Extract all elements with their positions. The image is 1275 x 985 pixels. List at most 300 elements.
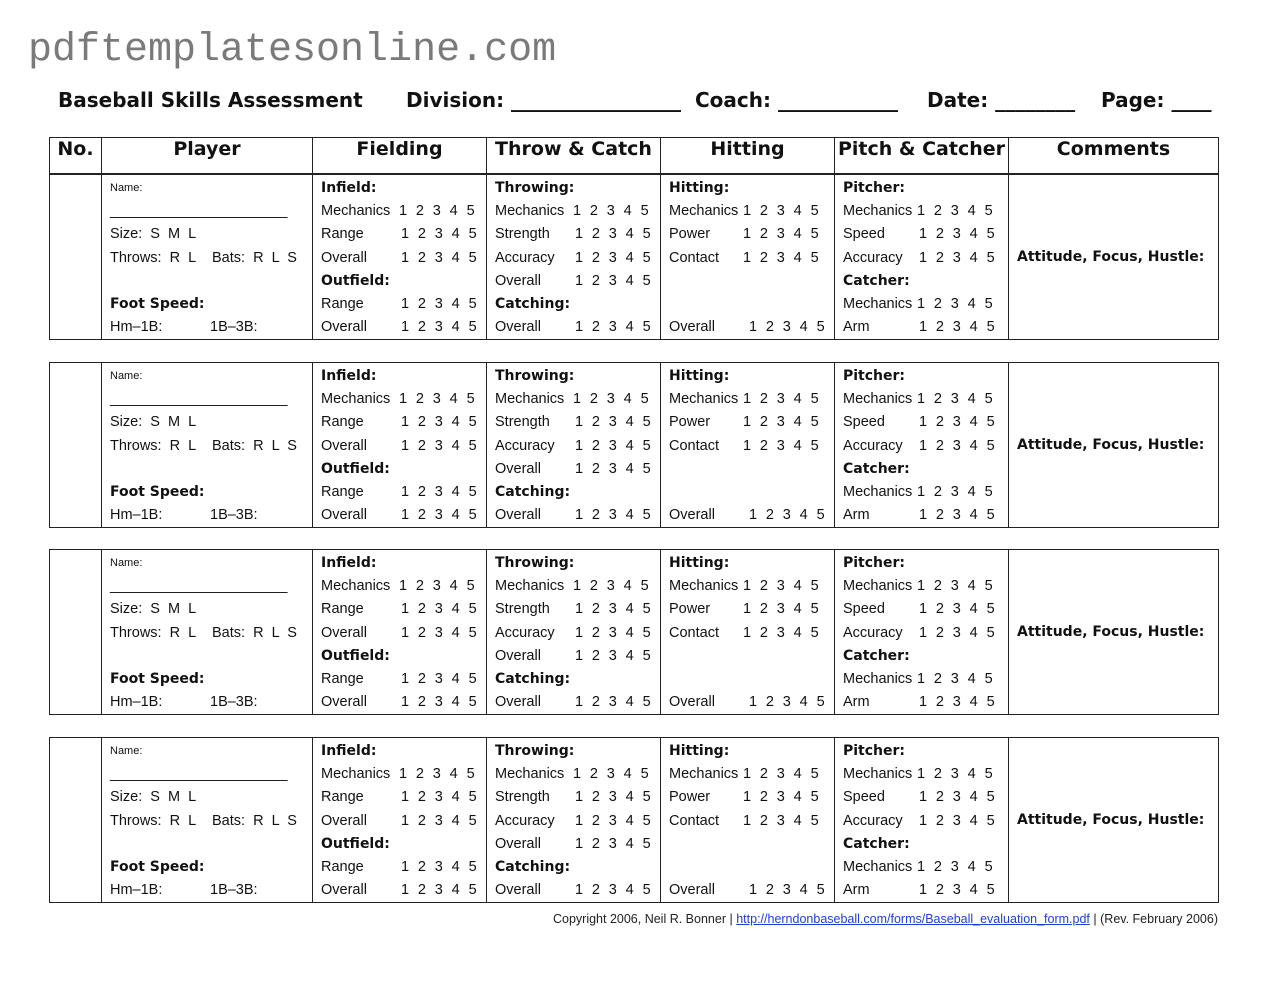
rating-label: Mechanics: [321, 203, 391, 220]
spacer-line: [110, 270, 312, 293]
rating-row: [321, 316, 486, 339]
catcher-label: Catcher:: [843, 835, 910, 852]
throws-label[interactable]: Throws: R L: [110, 812, 197, 829]
rating-row: [321, 668, 486, 691]
rating-row: [843, 856, 1008, 879]
rating-label: Contact: [669, 812, 719, 829]
rating-label: Arm: [843, 694, 870, 711]
rating-label: Mechanics: [843, 670, 913, 687]
rating-row: [321, 504, 486, 527]
rating-scale[interactable]: 1 2 3 4 5: [743, 437, 822, 454]
rating-scale[interactable]: 1 2 3 4 5: [575, 414, 654, 431]
rating-scale[interactable]: 1 2 3 4 5: [919, 882, 998, 899]
bats-label[interactable]: Bats: R L S: [212, 624, 297, 641]
throwing-label: Throwing:: [495, 555, 575, 571]
comments-cell[interactable]: [1009, 363, 1219, 528]
1b-3b-label[interactable]: 1B–3B:: [210, 319, 258, 336]
bats-label[interactable]: Bats: R L S: [212, 437, 297, 454]
hitting-cell: [661, 738, 835, 903]
copyright-text: Copyright 2006, Neil R. Bonner: [552, 912, 726, 926]
throws-bats-line: [110, 247, 312, 270]
spacer-line: [669, 833, 834, 856]
rating-scale[interactable]: 1 2 3 4 5: [743, 578, 822, 595]
catcher-label: Catcher:: [843, 647, 910, 664]
rating-label: Speed: [843, 601, 885, 618]
comments-label: Attitude, Focus, Hustle:: [1017, 249, 1205, 266]
throwing-label: Throwing:: [495, 180, 575, 196]
rating-row: [495, 316, 660, 339]
foot-speed-times: [110, 691, 312, 714]
rating-scale[interactable]: 1 2 3 4 5: [917, 391, 996, 408]
hm-1b-label[interactable]: Hm–1B:: [110, 694, 163, 711]
rating-label: Mechanics: [843, 391, 913, 408]
spacer-line: [110, 645, 312, 668]
rating-row: [321, 598, 486, 621]
player-number-cell[interactable]: [50, 363, 102, 528]
spacer-line: [669, 481, 834, 504]
rating-label: Strength: [495, 226, 550, 243]
rating-scale[interactable]: 1 2 3 4 5: [743, 601, 822, 618]
throwing-label: Throwing:: [495, 368, 575, 384]
rating-row: [321, 200, 486, 223]
player-number-cell[interactable]: [50, 738, 102, 903]
outfield-label: Outfield:: [321, 460, 390, 477]
rating-scale[interactable]: 1 2 3 4 5: [919, 789, 998, 806]
spacer-line: [669, 645, 834, 668]
rating-scale[interactable]: 1 2 3 4 5: [401, 624, 480, 641]
name-label: Name:: [110, 182, 143, 194]
infield-label: Infield:: [321, 555, 377, 571]
rating-row: [321, 810, 486, 833]
player-cell: [102, 738, 313, 903]
rating-label: Overall: [321, 507, 367, 524]
rating-row: [843, 691, 1008, 714]
col-hitting: Hitting: [661, 138, 835, 174]
rating-scale[interactable]: 1 2 3 4 5: [575, 882, 654, 899]
player-block: [49, 362, 1219, 528]
rating-row: [321, 293, 486, 316]
rating-label: Overall: [495, 460, 541, 477]
rating-label: Overall: [495, 319, 541, 336]
rating-label: Range: [321, 858, 364, 875]
footer-separator: |: [729, 912, 733, 926]
rating-scale[interactable]: 1 2 3 4 5: [399, 391, 478, 408]
rating-row: [843, 293, 1008, 316]
rating-row: [669, 316, 834, 339]
rating-scale[interactable]: 1 2 3 4 5: [401, 249, 480, 266]
rating-label: Contact: [669, 624, 719, 641]
rating-row: [321, 481, 486, 504]
rating-scale[interactable]: 1 2 3 4 5: [399, 578, 478, 595]
rating-label: Power: [669, 414, 711, 431]
hm-1b-label[interactable]: Hm–1B:: [110, 507, 163, 524]
revision-text: (Rev. February 2006): [1100, 912, 1218, 926]
rating-scale[interactable]: 1 2 3 4 5: [743, 391, 822, 408]
spacer-line: [110, 458, 312, 481]
rating-row: [495, 458, 660, 481]
rating-scale[interactable]: 1 2 3 4 5: [575, 694, 654, 711]
rating-label: Overall: [321, 882, 367, 899]
rating-scale[interactable]: 1 2 3 4 5: [575, 249, 654, 266]
name-line[interactable]: ______________________: [110, 578, 288, 595]
rating-label: Power: [669, 601, 711, 618]
hitting-label: Hitting:: [669, 180, 730, 196]
rating-scale[interactable]: 1 2 3 4 5: [919, 694, 998, 711]
rating-label: Mechanics: [843, 858, 913, 875]
player-block: [49, 737, 1219, 903]
rating-label: Range: [321, 483, 364, 500]
rating-label: Overall: [669, 882, 715, 899]
rating-label: Mechanics: [843, 295, 913, 312]
name-line[interactable]: ______________________: [110, 766, 288, 783]
col-throw-catch: Throw & Catch: [487, 138, 661, 174]
rating-row: [495, 388, 660, 411]
comments-cell[interactable]: [1009, 738, 1219, 903]
throws-bats-line: [110, 435, 312, 458]
rating-row: [321, 691, 486, 714]
rating-scale[interactable]: 1 2 3 4 5: [919, 249, 998, 266]
throws-label[interactable]: Throws: R L: [110, 249, 197, 266]
rating-scale[interactable]: 1 2 3 4 5: [401, 437, 480, 454]
rating-row: [843, 435, 1008, 458]
rating-row: [495, 223, 660, 246]
rating-label: Range: [321, 601, 364, 618]
foot-speed-label: Foot Speed:: [110, 483, 205, 500]
player-cell: [102, 550, 313, 715]
comments-label: Attitude, Focus, Hustle:: [1017, 812, 1205, 829]
throw-catch-cell: [487, 550, 661, 715]
rating-scale[interactable]: 1 2 3 4 5: [743, 249, 822, 266]
rating-row: [321, 247, 486, 270]
rating-scale[interactable]: 1 2 3 4 5: [919, 414, 998, 431]
rating-label: Range: [321, 226, 364, 243]
rating-label: Overall: [495, 882, 541, 899]
bats-label[interactable]: Bats: R L S: [212, 249, 297, 266]
rating-row: [843, 223, 1008, 246]
rating-scale[interactable]: 1 2 3 4 5: [575, 647, 654, 664]
rating-label: Power: [669, 789, 711, 806]
rating-row: [843, 810, 1008, 833]
rating-row: [669, 622, 834, 645]
rating-label: Mechanics: [495, 203, 565, 220]
col-fielding: Fielding: [313, 138, 487, 174]
rating-scale[interactable]: 1 2 3 4 5: [919, 601, 998, 618]
rating-label: Accuracy: [495, 812, 555, 829]
rating-row: [495, 247, 660, 270]
rating-scale[interactable]: 1 2 3 4 5: [749, 507, 828, 524]
rating-row: [843, 763, 1008, 786]
name-label: Name:: [110, 557, 143, 569]
fielding-cell: [313, 550, 487, 715]
rating-row: [843, 504, 1008, 527]
rating-scale[interactable]: 1 2 3 4 5: [575, 272, 654, 289]
rating-scale[interactable]: 1 2 3 4 5: [401, 670, 480, 687]
rating-label: Overall: [495, 835, 541, 852]
rating-scale[interactable]: 1 2 3 4 5: [917, 483, 996, 500]
rating-scale[interactable]: 1 2 3 4 5: [917, 295, 996, 312]
rating-row: [321, 575, 486, 598]
rating-label: Mechanics: [495, 391, 565, 408]
rating-scale[interactable]: 1 2 3 4 5: [573, 203, 652, 220]
rating-scale[interactable]: 1 2 3 4 5: [575, 601, 654, 618]
size-line[interactable]: Size: S M L: [110, 226, 197, 243]
rating-label: Accuracy: [843, 624, 903, 641]
rating-label: Mechanics: [843, 203, 913, 220]
player-cell: [102, 175, 313, 340]
rating-label: Arm: [843, 507, 870, 524]
fielding-cell: [313, 738, 487, 903]
rating-scale[interactable]: 1 2 3 4 5: [573, 391, 652, 408]
rating-scale[interactable]: 1 2 3 4 5: [401, 507, 480, 524]
rating-label: Mechanics: [495, 766, 565, 783]
spacer-line: [669, 668, 834, 691]
rating-label: Overall: [495, 272, 541, 289]
col-comments: Comments: [1009, 138, 1219, 174]
rating-scale[interactable]: 1 2 3 4 5: [743, 226, 822, 243]
player-block: [49, 549, 1219, 715]
rating-label: Mechanics: [321, 766, 391, 783]
comments-cell[interactable]: [1009, 550, 1219, 715]
comments-cell[interactable]: [1009, 175, 1219, 340]
rating-scale[interactable]: 1 2 3 4 5: [401, 295, 480, 312]
rating-row: [843, 668, 1008, 691]
rating-scale[interactable]: 1 2 3 4 5: [919, 507, 998, 524]
throws-label[interactable]: Throws: R L: [110, 437, 197, 454]
rating-scale[interactable]: 1 2 3 4 5: [399, 203, 478, 220]
rating-scale[interactable]: 1 2 3 4 5: [575, 789, 654, 806]
rating-scale[interactable]: 1 2 3 4 5: [919, 624, 998, 641]
rating-row: [321, 879, 486, 902]
rating-scale[interactable]: 1 2 3 4 5: [575, 835, 654, 852]
rating-label: Accuracy: [495, 249, 555, 266]
rating-label: Mechanics: [669, 766, 739, 783]
catcher-label: Catcher:: [843, 272, 910, 289]
rating-label: Range: [321, 295, 364, 312]
rating-row: [843, 786, 1008, 809]
rating-row: [669, 388, 834, 411]
rating-scale[interactable]: 1 2 3 4 5: [749, 319, 828, 336]
player-block: [49, 174, 1219, 340]
rating-label: Mechanics: [669, 203, 739, 220]
rating-label: Overall: [321, 694, 367, 711]
rating-scale[interactable]: 1 2 3 4 5: [401, 694, 480, 711]
rating-scale[interactable]: 1 2 3 4 5: [573, 578, 652, 595]
rating-row: [495, 645, 660, 668]
pitcher-label: Pitcher:: [843, 555, 906, 571]
rating-label: Power: [669, 226, 711, 243]
rating-scale[interactable]: 1 2 3 4 5: [917, 203, 996, 220]
col-pitch-catcher: Pitch & Catcher: [835, 138, 1009, 174]
name-line[interactable]: ______________________: [110, 391, 288, 408]
foot-speed-times: [110, 504, 312, 527]
rating-scale[interactable]: 1 2 3 4 5: [401, 601, 480, 618]
rating-row: [843, 879, 1008, 902]
rating-scale[interactable]: 1 2 3 4 5: [743, 812, 822, 829]
rating-scale[interactable]: 1 2 3 4 5: [399, 766, 478, 783]
foot-speed-label: Foot Speed:: [110, 295, 205, 312]
1b-3b-label[interactable]: 1B–3B:: [210, 694, 258, 711]
catching-label: Catching:: [495, 858, 571, 875]
rating-scale[interactable]: 1 2 3 4 5: [401, 414, 480, 431]
rating-scale[interactable]: 1 2 3 4 5: [575, 812, 654, 829]
foot-speed-label: Foot Speed:: [110, 670, 205, 687]
rating-scale[interactable]: 1 2 3 4 5: [401, 812, 480, 829]
rating-label: Mechanics: [843, 766, 913, 783]
rating-scale[interactable]: 1 2 3 4 5: [575, 319, 654, 336]
page-field: Page: ____: [1101, 88, 1212, 112]
rating-scale[interactable]: 1 2 3 4 5: [575, 460, 654, 477]
rating-row: [495, 270, 660, 293]
rating-scale[interactable]: 1 2 3 4 5: [401, 226, 480, 243]
rating-label: Accuracy: [495, 437, 555, 454]
catching-label: Catching:: [495, 670, 571, 687]
rating-row: [495, 200, 660, 223]
rating-label: Mechanics: [843, 578, 913, 595]
rating-scale[interactable]: 1 2 3 4 5: [743, 203, 822, 220]
rating-scale[interactable]: 1 2 3 4 5: [401, 319, 480, 336]
spacer-line: [669, 293, 834, 316]
name-label: Name:: [110, 370, 143, 382]
rating-scale[interactable]: 1 2 3 4 5: [573, 766, 652, 783]
spacer-line: [669, 270, 834, 293]
rating-scale[interactable]: 1 2 3 4 5: [749, 882, 828, 899]
rating-scale[interactable]: 1 2 3 4 5: [917, 858, 996, 875]
comments-label: Attitude, Focus, Hustle:: [1017, 624, 1205, 641]
rating-row: [321, 223, 486, 246]
rating-scale[interactable]: 1 2 3 4 5: [917, 670, 996, 687]
infield-label: Infield:: [321, 368, 377, 384]
hitting-cell: [661, 550, 835, 715]
rating-label: Accuracy: [843, 249, 903, 266]
rating-label: Overall: [495, 507, 541, 524]
hitting-cell: [661, 363, 835, 528]
rating-row: [669, 411, 834, 434]
rating-label: Mechanics: [669, 391, 739, 408]
rating-row: [843, 481, 1008, 504]
rating-label: Speed: [843, 414, 885, 431]
rating-row: [843, 247, 1008, 270]
rating-row: [321, 856, 486, 879]
catcher-label: Catcher:: [843, 460, 910, 477]
rating-row: [843, 598, 1008, 621]
rating-scale[interactable]: 1 2 3 4 5: [401, 882, 480, 899]
throwing-label: Throwing:: [495, 743, 575, 759]
bats-label[interactable]: Bats: R L S: [212, 812, 297, 829]
rating-scale[interactable]: 1 2 3 4 5: [917, 766, 996, 783]
rating-row: [321, 388, 486, 411]
pitch-catcher-cell: [835, 175, 1009, 340]
spacer-line: [110, 833, 312, 856]
form-url-link[interactable]: http://herndonbaseball.com/forms/Baseball_evaluation_form.pdf: [736, 912, 1090, 926]
rating-label: Overall: [495, 647, 541, 664]
division-field: Division: _________________: [406, 88, 682, 112]
player-number-cell[interactable]: [50, 550, 102, 715]
rating-scale[interactable]: 1 2 3 4 5: [919, 812, 998, 829]
rating-scale[interactable]: 1 2 3 4 5: [575, 437, 654, 454]
rating-row: [669, 575, 834, 598]
hitting-cell: [661, 175, 835, 340]
rating-label: Accuracy: [843, 812, 903, 829]
rating-row: [843, 388, 1008, 411]
rating-scale[interactable]: 1 2 3 4 5: [919, 319, 998, 336]
rating-label: Mechanics: [495, 578, 565, 595]
player-cell: [102, 363, 313, 528]
column-header-row: [49, 137, 1219, 174]
outfield-label: Outfield:: [321, 272, 390, 289]
rating-scale[interactable]: 1 2 3 4 5: [575, 624, 654, 641]
rating-row: [495, 810, 660, 833]
throws-bats-line: [110, 810, 312, 833]
rating-row: [669, 691, 834, 714]
rating-scale[interactable]: 1 2 3 4 5: [575, 507, 654, 524]
player-number-cell[interactable]: [50, 175, 102, 340]
rating-scale[interactable]: 1 2 3 4 5: [401, 483, 480, 500]
rating-row: [669, 247, 834, 270]
1b-3b-label[interactable]: 1B–3B:: [210, 882, 258, 899]
size-line[interactable]: Size: S M L: [110, 601, 197, 618]
foot-speed-label: Foot Speed:: [110, 858, 205, 875]
foot-speed-times: [110, 316, 312, 339]
hitting-label: Hitting:: [669, 368, 730, 384]
rating-scale[interactable]: 1 2 3 4 5: [401, 789, 480, 806]
pitcher-label: Pitcher:: [843, 368, 906, 384]
rating-row: [669, 786, 834, 809]
hm-1b-label[interactable]: Hm–1B:: [110, 319, 163, 336]
rating-label: Speed: [843, 789, 885, 806]
footer: [553, 912, 1218, 926]
rating-row: [495, 833, 660, 856]
rating-row: [843, 575, 1008, 598]
rating-row: [669, 598, 834, 621]
name-label: Name:: [110, 745, 143, 757]
footer-separator: |: [1093, 912, 1097, 926]
1b-3b-label[interactable]: 1B–3B:: [210, 507, 258, 524]
spacer-line: [669, 856, 834, 879]
rating-row: [495, 504, 660, 527]
rating-label: Range: [321, 414, 364, 431]
rating-label: Overall: [669, 507, 715, 524]
rating-scale[interactable]: 1 2 3 4 5: [743, 624, 822, 641]
rating-scale[interactable]: 1 2 3 4 5: [575, 226, 654, 243]
size-line[interactable]: Size: S M L: [110, 789, 197, 806]
rating-scale[interactable]: 1 2 3 4 5: [919, 226, 998, 243]
rating-scale[interactable]: 1 2 3 4 5: [401, 858, 480, 875]
size-line[interactable]: Size: S M L: [110, 414, 197, 431]
rating-scale[interactable]: 1 2 3 4 5: [743, 789, 822, 806]
rating-scale[interactable]: 1 2 3 4 5: [743, 766, 822, 783]
pitcher-label: Pitcher:: [843, 180, 906, 196]
rating-row: [495, 879, 660, 902]
hitting-label: Hitting:: [669, 743, 730, 759]
hm-1b-label[interactable]: Hm–1B:: [110, 882, 163, 899]
rating-row: [495, 786, 660, 809]
rating-label: Overall: [321, 812, 367, 829]
throw-catch-cell: [487, 175, 661, 340]
coach-field: Coach: ____________: [695, 88, 898, 112]
form-header: [58, 88, 1218, 116]
rating-scale[interactable]: 1 2 3 4 5: [743, 414, 822, 431]
rating-scale[interactable]: 1 2 3 4 5: [919, 437, 998, 454]
rating-row: [495, 411, 660, 434]
throws-label[interactable]: Throws: R L: [110, 624, 197, 641]
rating-label: Speed: [843, 226, 885, 243]
rating-scale[interactable]: 1 2 3 4 5: [917, 578, 996, 595]
rating-scale[interactable]: 1 2 3 4 5: [749, 694, 828, 711]
name-line[interactable]: ______________________: [110, 203, 288, 220]
rating-label: Overall: [321, 249, 367, 266]
rating-label: Overall: [669, 319, 715, 336]
rating-row: [843, 316, 1008, 339]
